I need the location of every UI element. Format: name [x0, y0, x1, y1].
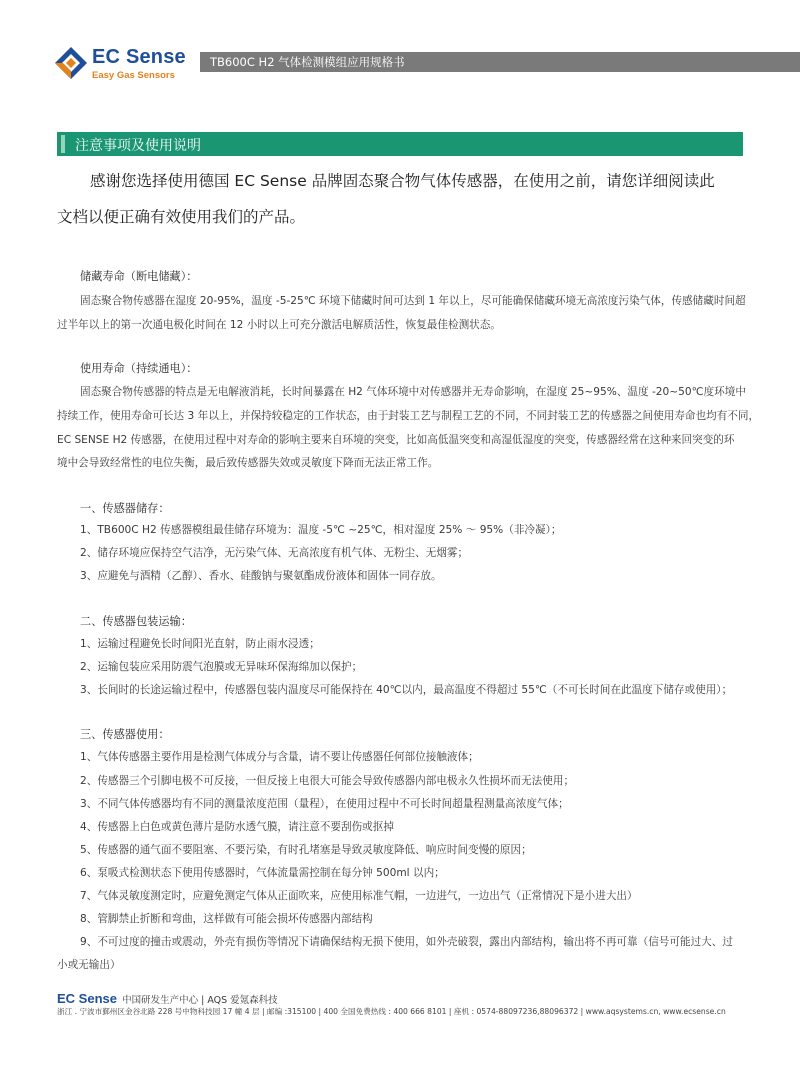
ec-sense-logo-icon	[54, 46, 88, 80]
paragraph-line: EC SENSE H2 传感器，在使用过程中对寿命的影响主要来自环境的突变，比如高低温突变和高湿低湿度的突变，传感器经常在这种来回突变的环	[57, 434, 735, 446]
company-logo	[54, 44, 204, 84]
section-accent-bar	[61, 135, 65, 153]
list-item: 1、运输过程避免长时间阳光直射，防止雨水浸透；	[80, 638, 320, 650]
section-banner	[57, 132, 743, 156]
list-item: 8、管脚禁止折断和弯曲，这样做有可能会损坏传感器内部结构	[80, 913, 373, 925]
list-item: 6、泵吸式检测状态下使用传感器时，气体流量需控制在每分钟 500ml 以内；	[80, 867, 445, 879]
footer-brand: EC Sense	[57, 991, 117, 1006]
list-item: 3、长间时的长途运输过程中，传感器包装内温度尽可能保持在 40℃以内，最高温度不得超过 55℃（不可长时间在此温度下储存或使用）；	[80, 684, 733, 696]
list-item: 2、传感器三个引脚电极不可反接，一但反接上电很大可能会导致传感器内部电极永久性损坏而无法使用；	[80, 775, 575, 787]
footer-subtitle: 中国研发生产中心 | AQS 爱氪森科技	[122, 995, 278, 1006]
paragraph-line: 固态聚合物传感器在湿度 20-95%，温度 -5-25℃ 环境下储藏时间可达到 1 年以上，尽可能确保储藏环境无高浓度污染气体，传感储藏时间超	[80, 295, 746, 307]
packaging-heading: 二、传感器包装运输：	[80, 615, 192, 628]
header-title-bar	[200, 52, 800, 72]
section-title: 注意事项及使用说明	[75, 138, 201, 154]
footer-title-line	[57, 988, 278, 1007]
storage-life-heading: 储藏寿命（断电储藏）：	[80, 270, 198, 283]
list-item: 9、不可过度的撞击或震动，外壳有损伤等情况下请确保结构无损下使用，如外壳破裂，露出内部结构，输出将不再可靠（信号可能过大、过	[80, 936, 733, 948]
storage-heading: 一、传感器储存：	[80, 502, 170, 515]
service-life-heading: 使用寿命（持续通电）：	[80, 362, 198, 375]
logo-name: EC Sense	[92, 46, 186, 68]
list-item: 1、TB600C H2 传感器模组最佳储存环境为：温度 -5℃ ~25℃，相对湿度 25% ～ 95%（非冷凝）；	[80, 524, 562, 536]
list-item: 1、气体传感器主要作用是检测气体成分与含量，请不要让传感器任何部位接触液体；	[80, 751, 479, 763]
list-item: 5、传感器的通气面不要阻塞、不要污染，有时孔堵塞是导致灵敏度降低、响应时间变慢的原因；	[80, 844, 532, 856]
intro-line-1: 感谢您选择使用德国 EC Sense 品牌固态聚合物气体传感器，在使用之前，请您详细阅读此	[90, 172, 715, 190]
list-item: 3、应避免与酒精（乙醇）、香水、硅酸钠与聚氨酯成份液体和固体一同存放。	[80, 570, 442, 582]
intro-line-2: 文档以便正确有效使用我们的产品。	[57, 208, 306, 226]
logo-tagline: Easy Gas Sensors	[92, 70, 175, 81]
paragraph-line: 持续工作，使用寿命可长达 3 年以上，并保持较稳定的工作状态，由于封装工艺与制程工艺的不同，不同封装工艺的传感器之间使用寿命也均有不同，	[57, 410, 760, 422]
list-item: 小或无输出）	[57, 959, 121, 971]
paragraph-line: 境中会导致经常性的电位失衡，最后致传感器失效或灵敏度下降而无法正常工作。	[57, 457, 439, 469]
list-item: 3、不同气体传感器均有不同的测量浓度范围（量程），在使用过程中不可长时间超量程测量高浓度气体；	[80, 798, 569, 810]
usage-heading: 三、传感器使用：	[80, 728, 170, 741]
footer-address: 浙江 . 宁波市鄞州区金谷北路 228 号中物科技园 17 幢 4 层 | 邮编 :315100 | 400 全国免费热线 : 400 666 8101 | 座机 : 0574-88097236,88096372 | www.aqsystems.cn, www.ecsense.cn	[57, 1007, 726, 1016]
paragraph-line: 过半年以上的第一次通电极化时间在 12 小时以上可充分激活电解质活性，恢复最佳检测状态。	[57, 319, 501, 331]
paragraph-line: 固态聚合物传感器的特点是无电解液消耗，长时间暴露在 H2 气体环境中对传感器并无寿命影响，在湿度 25~95%、温度 -20~50℃度环境中	[80, 386, 746, 398]
list-item: 7、气体灵敏度测定时，应避免测定气体从正面吹来，应使用标准气帽，一边进气，一边出气（正常情况下是小进大出）	[80, 890, 638, 902]
list-item: 4、传感器上白色或黄色薄片是防水透气膜，请注意不要刮伤或抠掉	[80, 821, 394, 833]
page-header	[0, 40, 800, 85]
list-item: 2、储存环境应保持空气洁净，无污染气体、无高浓度有机气体、无粉尘、无烟雾；	[80, 547, 469, 559]
list-item: 2、运输包装应采用防震气泡膜或无异味环保海绵加以保护；	[80, 661, 363, 673]
document-title: TB600C H2 气体检测模组应用规格书	[210, 55, 405, 69]
